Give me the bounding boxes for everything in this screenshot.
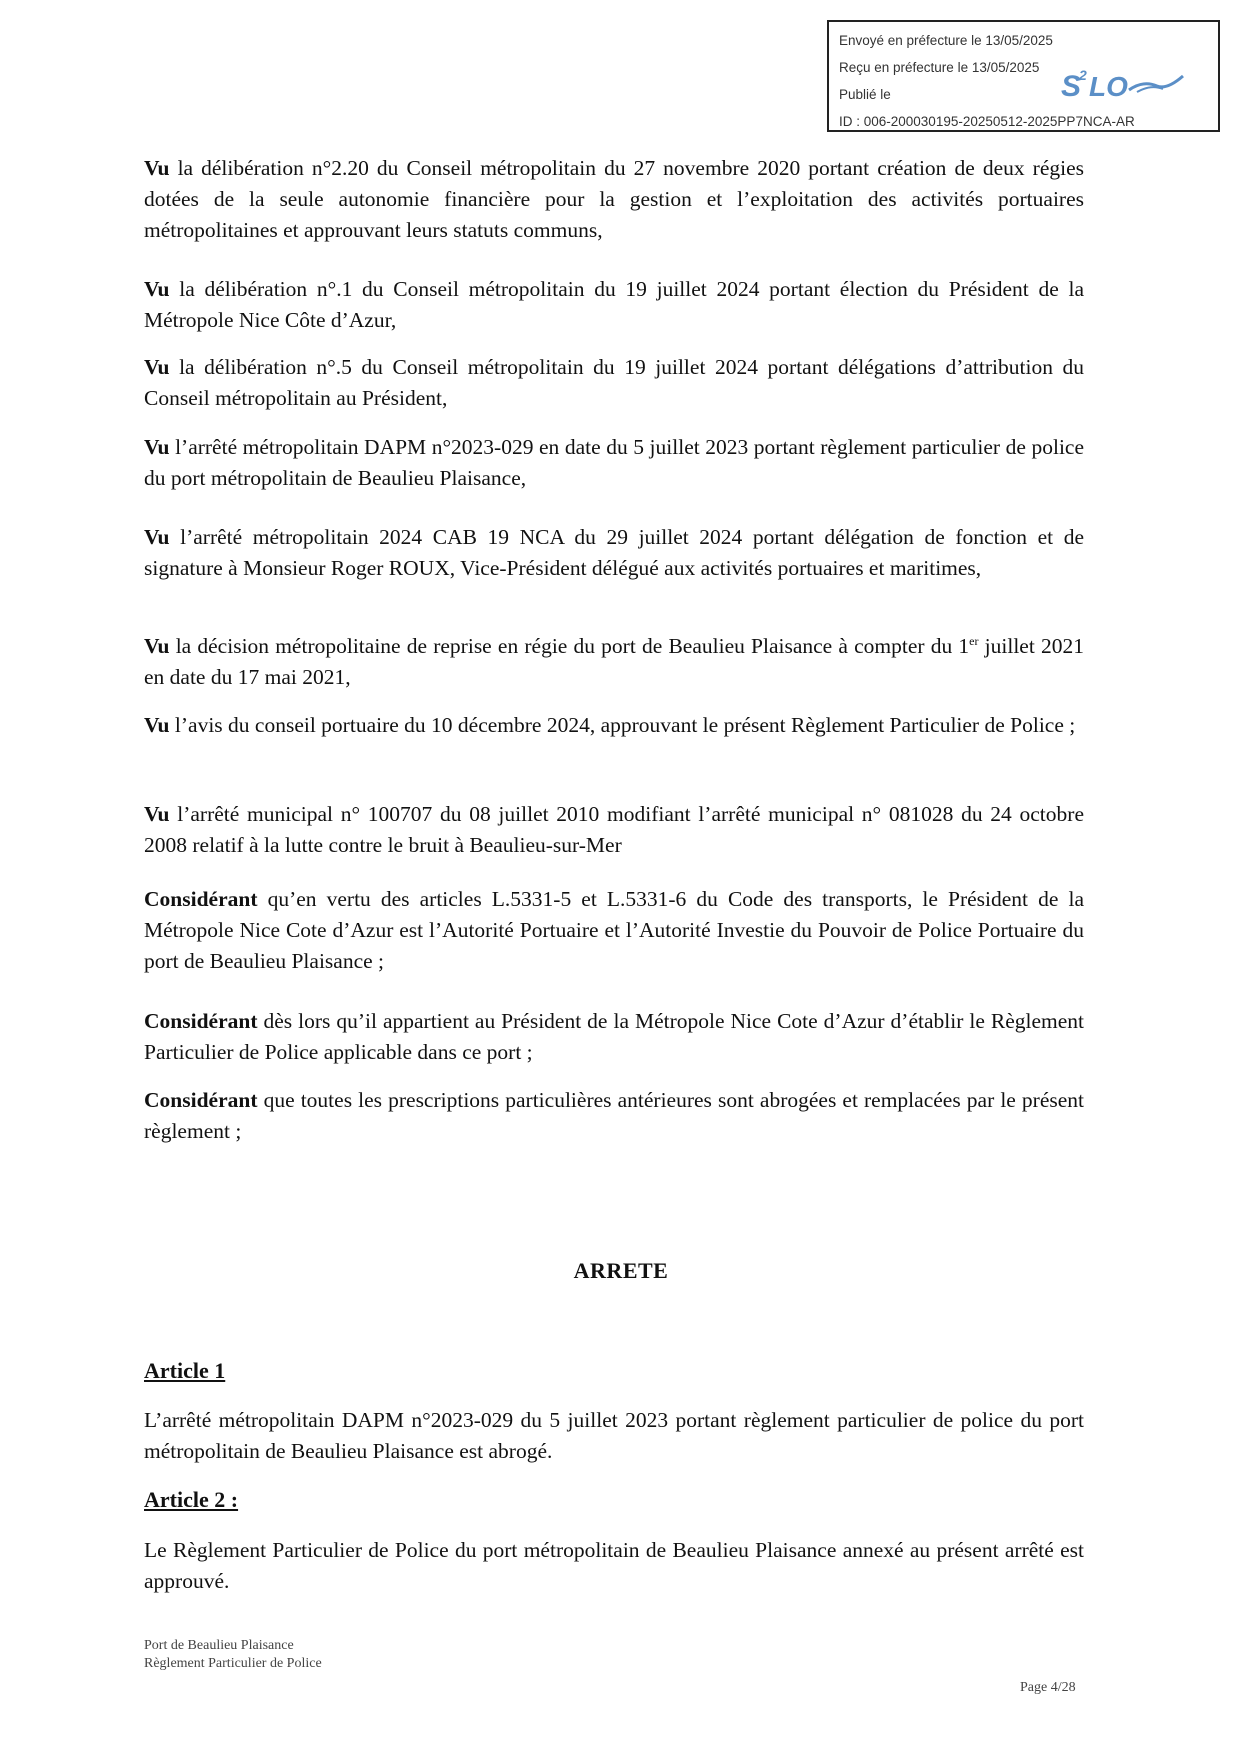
preamble-paragraph <box>144 352 1084 414</box>
preamble-paragraph <box>144 522 1084 584</box>
article-body <box>144 1405 1084 1467</box>
paragraph-text: l’arrêté métropolitain DAPM n°2023-029 en date du 5 juillet 2023 portant règlement particulier de police du port métropolitain de Beaulieu Plaisance, <box>144 435 1084 490</box>
page-number: Page 4/28 <box>1020 1680 1076 1695</box>
paragraph-text: l’arrêté municipal n° 100707 du 08 juillet 2010 modifiant l’arrêté municipal n° 081028 du 24 octobre 2008 relatif à la lutte contre le bruit à Beaulieu-sur-Mer <box>144 802 1084 857</box>
paragraph-lead: Vu <box>144 713 170 737</box>
paragraph-lead: Vu <box>144 355 170 379</box>
paragraph-lead: Vu <box>144 634 170 658</box>
paragraph-text: l’arrêté métropolitain 2024 CAB 19 NCA du 29 juillet 2024 portant délégation de fonction et de signature à Monsieur Roger ROUX, Vice-Président délégué aux activités portuaires et maritimes, <box>144 525 1085 580</box>
paragraph-lead: Vu <box>144 277 170 301</box>
footer-line: Règlement Particulier de Police <box>144 1656 322 1671</box>
paragraph-lead: Vu <box>144 435 170 459</box>
stamp-sent-date: Envoyé en préfecture le 13/05/2025 <box>839 33 1053 48</box>
paragraph-text: la délibération n°.5 du Conseil métropolitain du 19 juillet 2024 portant délégations d’attribution du Conseil métropolitain au Président, <box>144 355 1085 410</box>
preamble-paragraph <box>144 884 1084 977</box>
article-text: L’arrêté métropolitain DAPM n°2023-029 du 5 juillet 2023 portant règlement particulier de police du port métropolitain de Beaulieu Plaisance est abrogé. <box>144 1408 1084 1463</box>
preamble-paragraph <box>144 153 1084 246</box>
ordinal-superscript: er <box>969 633 979 648</box>
paragraph-lead: Vu <box>144 525 170 549</box>
stamp-received-date: Reçu en préfecture le 13/05/2025 <box>839 60 1040 75</box>
preamble-paragraph <box>144 631 1084 693</box>
preamble-paragraph <box>144 274 1084 336</box>
preamble-paragraph <box>144 432 1084 494</box>
decree-title: ARRETE <box>573 1258 669 1283</box>
paragraph-text: la délibération n°.1 du Conseil métropolitain du 19 juillet 2024 portant élection du Président de la Métropole Nice Côte d’Azur, <box>144 277 1085 332</box>
paragraph-text: que toutes les prescriptions particulières antérieures sont abrogées et remplacées par le présent règlement ; <box>144 1088 1085 1143</box>
preamble-paragraph <box>144 799 1084 861</box>
page-footer <box>144 1637 322 1673</box>
paragraph-text: la délibération n°2.20 du Conseil métropolitain du 27 novembre 2020 portant création de deux régies dotées de la seule autonomie financière pour la gestion et l’exploitation des activités portuaires métropolitaines et approuvant leurs statuts communs, <box>144 156 1085 242</box>
paragraph-lead: Considérant <box>144 1088 258 1112</box>
svg-text:LO: LO <box>1089 71 1128 102</box>
article-text: Le Règlement Particulier de Police du port métropolitain de Beaulieu Plaisance annexé au présent arrêté est approuvé. <box>144 1538 1084 1593</box>
paragraph-text: la décision métropolitaine de reprise en régie du port de Beaulieu Plaisance à compter du 1 <box>175 634 970 658</box>
s2lo-logo-icon <box>1057 62 1187 104</box>
preamble-paragraph <box>144 1085 1084 1147</box>
paragraph-lead: Vu <box>144 802 170 826</box>
preamble-paragraph <box>144 710 1084 741</box>
stamp-published: Publié le <box>839 87 891 102</box>
preamble-paragraph <box>144 1006 1084 1068</box>
article-body <box>144 1535 1084 1597</box>
paragraph-text: dès lors qu’il appartient au Président de la Métropole Nice Cote d’Azur d’établir le Règlement Particulier de Police applicable dans ce port ; <box>144 1009 1085 1064</box>
article-heading: Article 2 : <box>144 1487 239 1512</box>
prefecture-stamp <box>827 20 1220 132</box>
svg-text:S: S <box>1061 70 1082 103</box>
article-heading: Article 1 <box>144 1358 226 1383</box>
svg-text:2: 2 <box>1079 67 1087 83</box>
paragraph-lead: Considérant <box>144 887 258 911</box>
paragraph-text: juillet 2021 en date du 17 mai 2021, <box>144 634 1084 689</box>
footer-line: Port de Beaulieu Plaisance <box>144 1638 294 1653</box>
paragraph-text: qu’en vertu des articles L.5331-5 et L.5331-6 du Code des transports, le Président de la Métropole Nice Cote d’Azur est l’Autorité Portuaire et l’Autorité Investie du Pouvoir de Police Portuaire du port de Beaulieu Plaisance ; <box>144 887 1084 973</box>
stamp-id: ID : 006-200030195-20250512-2025PP7NCA-AR <box>839 114 1135 129</box>
paragraph-text: l’avis du conseil portuaire du 10 décembre 2024, approuvant le présent Règlement Particulier de Police ; <box>174 713 1076 737</box>
paragraph-lead: Considérant <box>144 1009 258 1033</box>
paragraph-lead: Vu <box>144 156 170 180</box>
